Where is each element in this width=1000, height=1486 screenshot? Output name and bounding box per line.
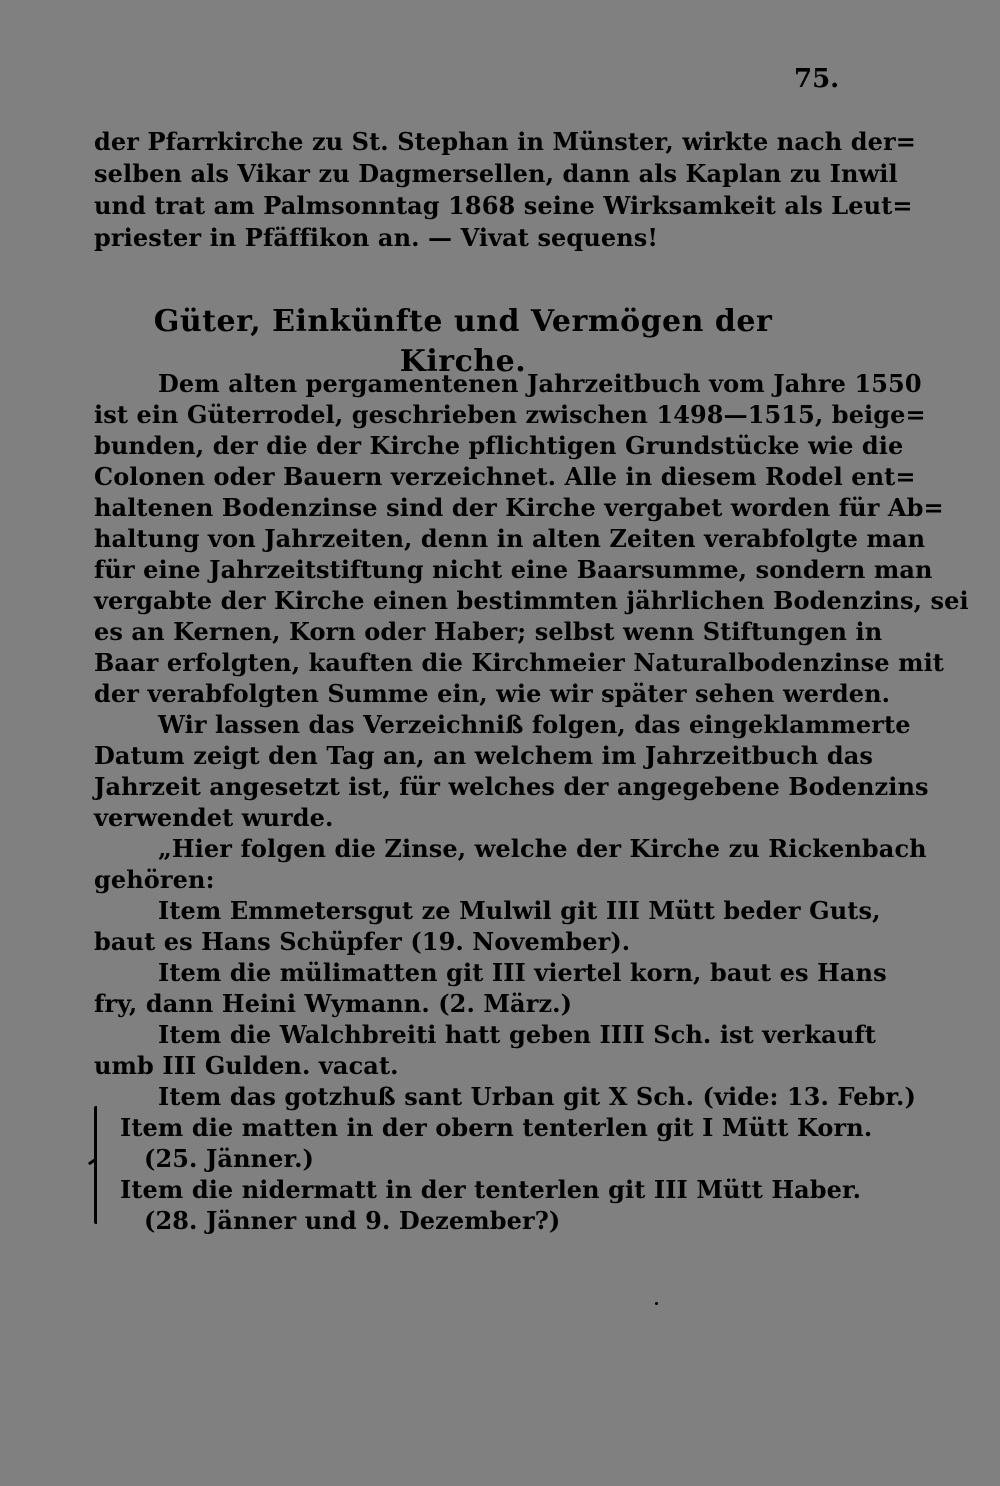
text-line: selben als Vikar zu Dagmersellen, dann als Kaplan zu Inwil xyxy=(94,159,898,188)
text-line: priester in Pfäffikon an. — Vivat sequens! xyxy=(94,223,659,252)
text-line: Wir lassen das Verzeichniß folgen, das eingeklammerte xyxy=(158,710,911,739)
text-line: ist ein Güterrodel, geschrieben zwischen 1498—1515, beige= xyxy=(94,400,926,429)
text-line: bunden, der die der Kirche pflichtigen Grundstücke wie die xyxy=(94,431,904,460)
entry-line: Item das gotzhuß sant Urban git X Sch. (vide: 13. Febr.) xyxy=(158,1082,916,1111)
text-line: haltung von Jahrzeiten, denn in alten Zeiten verabfolgte man xyxy=(94,524,926,553)
text-line: Colonen oder Bauern verzeichnet. Alle in diesem Rodel ent= xyxy=(94,462,916,491)
text-line: vergabte der Kirche einen bestimmten jährlichen Bodenzins, sei xyxy=(94,586,969,615)
entry-line: umb III Gulden. vacat. xyxy=(94,1051,399,1080)
bracket-line xyxy=(94,1106,105,1224)
bracketed-entry-line: (25. Jänner.) xyxy=(144,1144,314,1173)
text-line: der verabfolgten Summe ein, wie wir später sehen werden. xyxy=(94,679,891,708)
text-line: Dem alten pergamentenen Jahrzeitbuch vom Jahre 1550 xyxy=(158,369,922,398)
page-number: 75. xyxy=(794,64,840,94)
bracketed-entry-line: (28. Jänner und 9. Dezember?) xyxy=(144,1206,561,1235)
text-line: Baar erfolgten, kauften die Kirchmeier Naturalbodenzinse mit xyxy=(94,648,944,677)
text-line: haltenen Bodenzinse sind der Kirche vergabet worden für Ab= xyxy=(94,493,944,522)
text-line: und trat am Palmsonntag 1868 seine Wirksamkeit als Leut= xyxy=(94,191,913,220)
text-line: gehören: xyxy=(94,865,215,894)
text-line: Datum zeigt den Tag an, an welchem im Jahrzeitbuch das xyxy=(94,741,874,770)
text-line: „Hier folgen die Zinse, welche der Kirche zu Rickenbach xyxy=(158,834,927,863)
text-line: es an Kernen, Korn oder Haber; selbst wenn Stiftungen in xyxy=(94,617,883,646)
text-line: der Pfarrkirche zu St. Stephan in Münster, wirkte nach der= xyxy=(94,127,916,156)
entry-line: Item Emmetersgut ze Mulwil git III Mütt beder Guts, xyxy=(158,896,881,925)
entry-line: Item die mülimatten git III viertel korn, baut es Hans xyxy=(158,958,887,987)
entry-line: Item die Walchbreiti hatt geben IIII Sch. ist verkauft xyxy=(158,1020,876,1049)
text-line: Jahrzeit angesetzt ist, für welches der angegebene Bodenzins xyxy=(94,772,929,801)
print-speck xyxy=(655,1302,658,1305)
entry-line: fry, dann Heini Wymann. (2. März.) xyxy=(94,989,573,1018)
text-line: verwendet wurde. xyxy=(94,803,334,832)
bracketed-entry-line: Item die matten in der obern tenterlen git I Mütt Korn. xyxy=(120,1113,873,1142)
entry-line: baut es Hans Schüpfer (19. November). xyxy=(94,927,631,956)
bracketed-entry-line: Item die nidermatt in der tenterlen git III Mütt Haber. xyxy=(120,1175,862,1204)
text-line: für eine Jahrzeitstiftung nicht eine Baarsumme, sondern man xyxy=(94,555,933,584)
section-heading: Güter, Einkünfte und Vermögen der Kirche. xyxy=(153,304,773,379)
